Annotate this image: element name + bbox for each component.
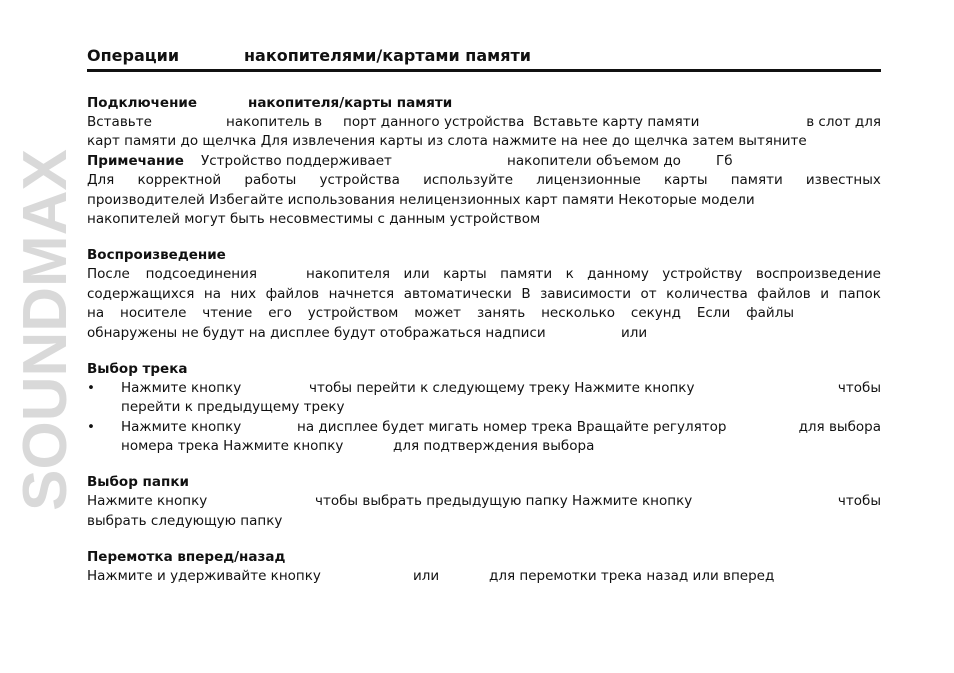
word: файлов — [757, 285, 811, 302]
bullet-marker: • — [87, 418, 95, 435]
bullet-marker: • — [87, 379, 95, 396]
word: карты — [443, 266, 487, 283]
word: Если — [696, 305, 731, 322]
word: воспроизведение — [755, 266, 881, 283]
word: на — [87, 305, 105, 322]
word: чтение — [202, 305, 253, 322]
word: В — [521, 285, 531, 302]
word: устройством — [307, 305, 399, 322]
text-fragment: Нажмите кнопку — [121, 418, 242, 435]
text-fragment: Нажмите кнопку — [87, 493, 208, 510]
text-line: производителей Избегайте использования нелицензионных карт памяти Некоторые модели — [87, 191, 755, 208]
text-fragment: Нажмите кнопку — [121, 379, 242, 396]
word: лицензионные — [536, 172, 641, 189]
word: используйте — [423, 172, 514, 189]
text-fragment: Устройство поддерживает — [201, 152, 392, 169]
page-title-part-1: Операции — [87, 46, 180, 65]
brand-logo — [11, 56, 80, 604]
text-fragment — [306, 265, 881, 284]
word: папок — [838, 285, 881, 302]
text-fragment: Нажмите и удерживайте кнопку — [87, 568, 321, 585]
text-fragment: обнаружены не будут на дисплее будут отображаться надписи — [87, 324, 546, 341]
word: его — [268, 305, 292, 322]
word: носителе — [120, 305, 187, 322]
text-fragment: порт данного устройства — [343, 114, 525, 130]
text-fragment — [87, 304, 794, 323]
section-folder — [87, 473, 881, 531]
page-title — [87, 45, 881, 72]
word: файлы — [746, 305, 794, 322]
text-fragment: или — [621, 324, 648, 341]
section-heading-track: Выбор трека — [87, 360, 188, 377]
section-seek — [87, 548, 881, 586]
text-line — [87, 113, 881, 132]
text-line: выбрать следующую папку — [87, 512, 283, 529]
word: памяти — [730, 172, 783, 189]
text-fragment: для подтверждения выбора — [393, 438, 595, 455]
section-track — [87, 360, 881, 457]
word: содержащихся — [87, 285, 195, 302]
word: несколько — [541, 305, 616, 322]
word: от — [640, 285, 657, 302]
text-line — [87, 567, 881, 586]
text-fragment: чтобы — [837, 379, 881, 396]
word: количества — [666, 285, 748, 302]
text-line — [87, 171, 881, 190]
word: Для — [87, 172, 115, 189]
word: накопителя — [306, 266, 391, 283]
section-heading-seek: Перемотка вперед/назад — [87, 549, 286, 566]
heading-part-1: Подключение — [87, 95, 198, 111]
word: работы — [244, 172, 297, 189]
text-line: перейти к предыдущему треку — [121, 399, 345, 416]
text-fragment: Вставьте карту памяти — [533, 114, 700, 130]
text-fragment: накопитель в — [226, 114, 323, 130]
text-fragment: или — [413, 568, 440, 585]
manual-page — [87, 45, 881, 587]
word: устройству — [662, 266, 743, 283]
text-fragment: Гб — [716, 152, 733, 169]
word: данному — [587, 266, 649, 283]
text-line: карт памяти до щелчка Для извлечения карты из слота нажмите на нее до щелчка затем вытяните — [87, 133, 807, 150]
page-title-part-2: накопителями/картами памяти — [244, 46, 531, 65]
word: и — [820, 285, 830, 302]
section-heading-folder: Выбор папки — [87, 474, 189, 491]
word: на — [203, 285, 221, 302]
word: файлов — [265, 285, 320, 302]
text-fragment: чтобы перейти к следующему треку Нажмите кнопку — [309, 379, 695, 396]
brand-name: SOUNDMAX — [11, 149, 80, 511]
text-line: накопителей могут быть несовместимы с данным устройством — [87, 210, 541, 227]
text-line — [87, 265, 881, 284]
word: устройства — [319, 172, 400, 189]
text-fragment — [87, 265, 257, 284]
list-item — [87, 418, 881, 437]
word: может — [414, 305, 462, 322]
text-line — [87, 492, 881, 511]
word: них — [230, 285, 257, 302]
word: известных — [805, 172, 881, 189]
word: памяти — [500, 266, 553, 283]
word: подсоединения — [145, 266, 257, 283]
heading-part-2: накопителя/карты памяти — [248, 95, 453, 111]
note-label: Примечание — [87, 152, 184, 169]
text-fragment: чтобы выбрать предыдущую папку Нажмите кнопку — [315, 493, 693, 510]
section-connect — [87, 94, 881, 229]
word: После — [87, 266, 130, 283]
section-heading-connect — [87, 94, 881, 113]
text-fragment: накопители объемом до — [507, 152, 681, 169]
text-line — [87, 285, 881, 304]
text-fragment: для перемотки трека назад или вперед — [489, 568, 775, 585]
text-fragment: для выбора — [798, 418, 881, 435]
word: карты — [663, 172, 708, 189]
text-fragment: Вставьте — [87, 114, 152, 130]
word: зависимости — [540, 285, 631, 302]
text-line — [87, 324, 881, 343]
word: начнется — [328, 285, 395, 302]
list-item — [87, 379, 881, 398]
text-line — [87, 304, 881, 323]
text-fragment: в слот для — [806, 114, 881, 130]
section-playback — [87, 246, 881, 343]
word: автоматически — [403, 285, 512, 302]
word: к — [565, 266, 574, 283]
text-fragment: на дисплее будет мигать номер трека Вращайте регулятор — [297, 418, 727, 435]
text-fragment: номера трека Нажмите кнопку — [121, 438, 344, 455]
section-heading-playback: Воспроизведение — [87, 247, 226, 264]
word: или — [403, 266, 430, 283]
word: корректной — [137, 172, 222, 189]
text-fragment: чтобы — [837, 493, 881, 510]
word: секунд — [630, 305, 681, 322]
word: занять — [476, 305, 526, 322]
text-line — [87, 437, 881, 456]
note-line — [87, 152, 881, 171]
